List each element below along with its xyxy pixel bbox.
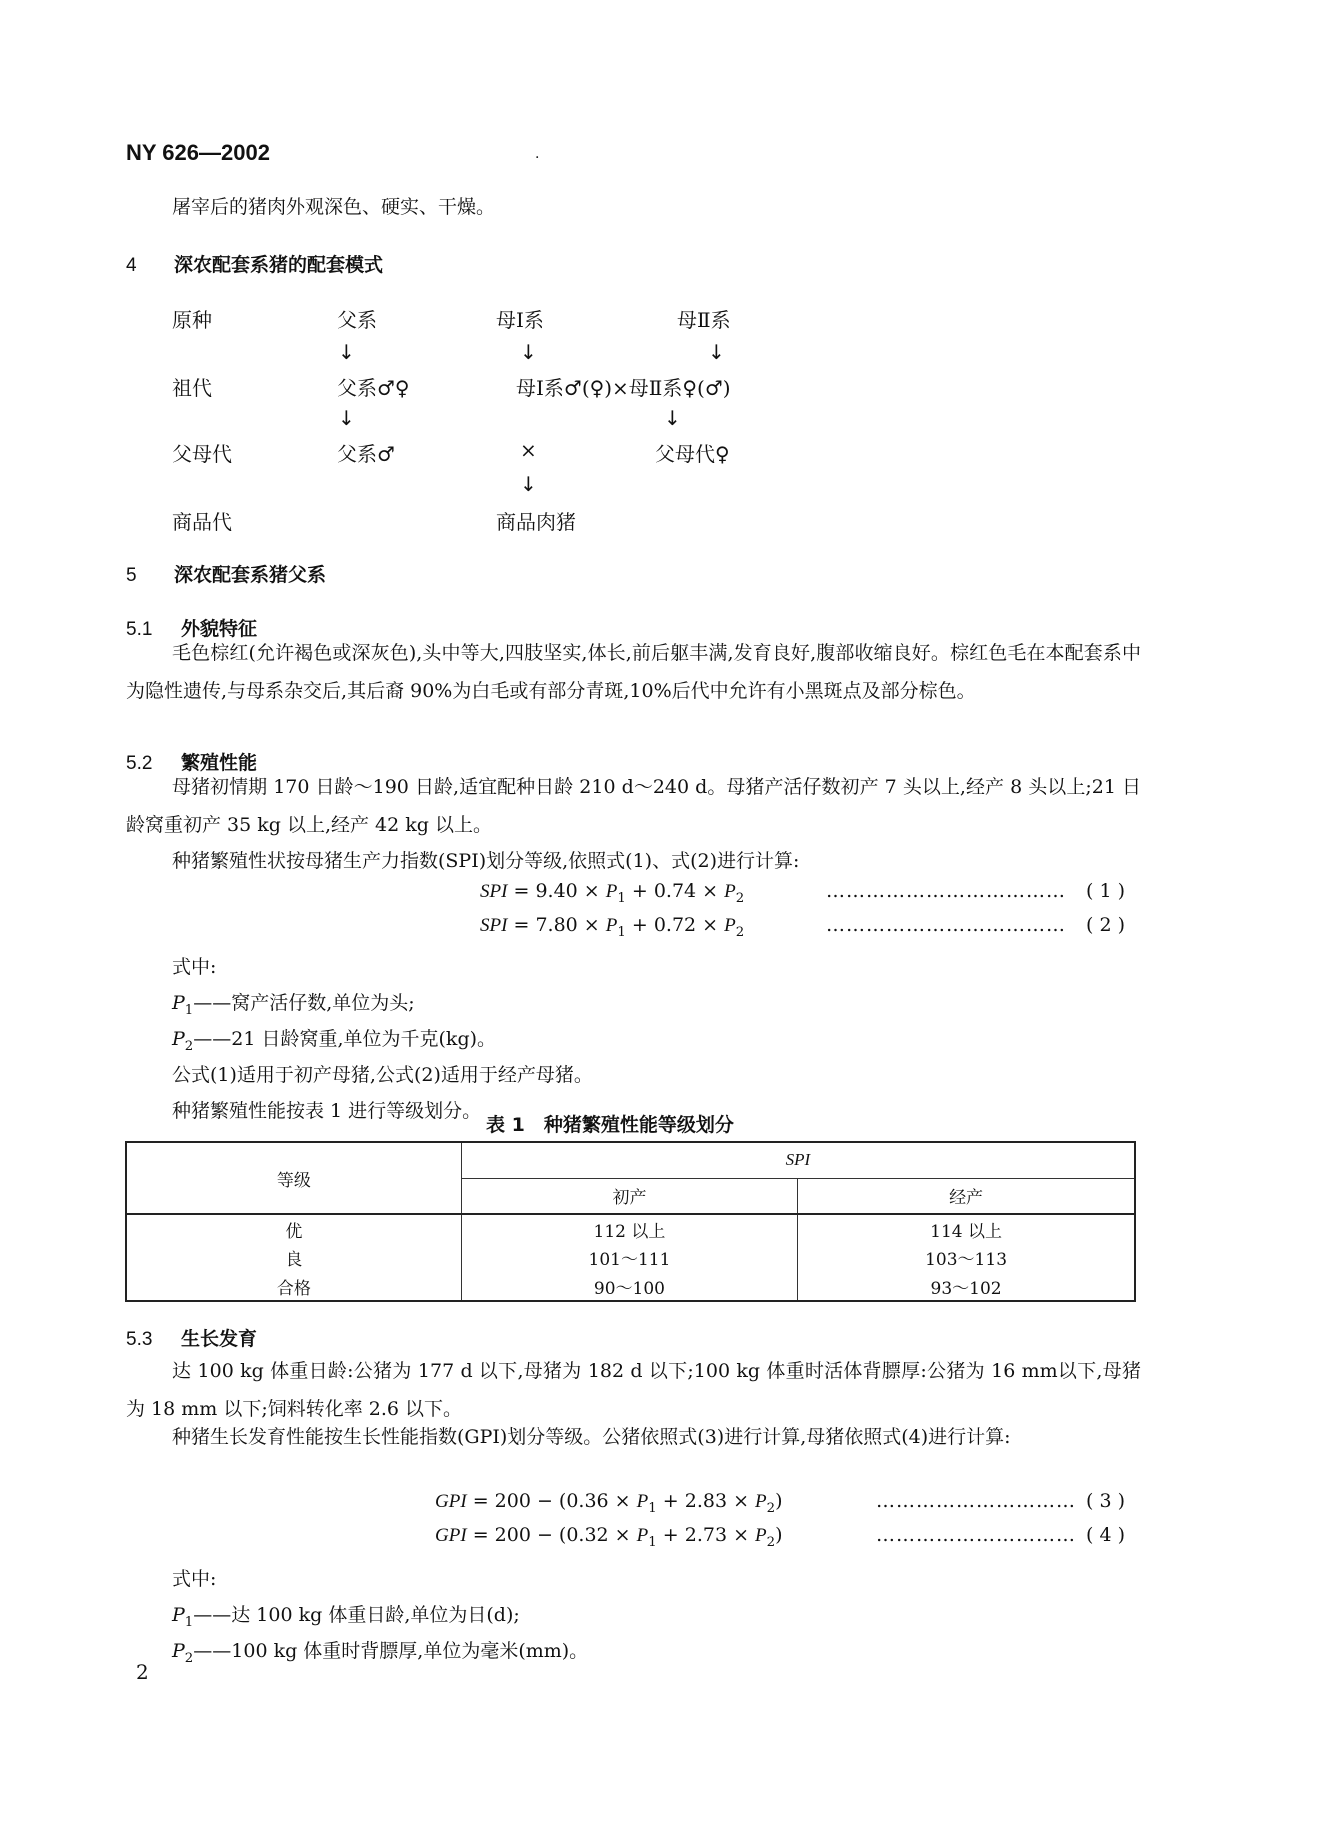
section-title: 生长发育 [181,1328,258,1350]
table-row [126,1214,1135,1243]
section-number: 4 [126,255,137,276]
formula-lhs: GPI [435,1525,467,1546]
formula-expr: = 9.40 × [513,880,606,902]
table-cell-multi: 103～113 [925,1250,1008,1270]
definition-text: ——达 100 kg 体重日龄,单位为日(d); [193,1604,520,1626]
table-header-grade: 等级 [126,1142,461,1214]
formula-sub: 1 [648,1534,657,1550]
formula-sub: 1 [617,890,626,906]
formula-var: P [636,1491,649,1512]
where-label: 式中: [172,956,217,978]
scheme-label-row2: 祖代 [172,376,212,400]
table-cell-first: 90～100 [461,1272,797,1301]
formula-2 [480,914,744,940]
table-cell-multi: 93～102 [930,1278,1002,1299]
table-cell-grade: 优 [126,1214,461,1243]
formula-var: P [172,992,185,1014]
formula-4 [435,1524,783,1550]
section-number: 5 [126,565,137,586]
scan-dot: · [535,150,540,166]
section-5-3-heading [126,1324,257,1351]
formula-var: P [172,1640,185,1662]
formula-sub: 1 [184,1614,194,1630]
scheme-row1-col-c: 母Ⅱ系 [677,308,731,332]
equation-number: ( 2 ) [1086,914,1125,936]
formula-1 [480,880,744,906]
section-title: 繁殖性能 [181,752,258,774]
formula-expr: = 200 − (0.36 × [472,1490,637,1512]
section-title: 深农配套系猪父系 [174,564,327,586]
formula-sub: 2 [766,1500,776,1516]
formula-expr: ) [775,1490,783,1512]
section-number: 5.1 [126,619,153,640]
arrow-down-icon: ↓ [664,406,681,430]
section-5-2-text3: 公式(1)适用于初产母猪,公式(2)适用于经产母猪。 [172,1064,593,1086]
scheme-row4-col-b: 商品肉猪 [496,510,576,534]
section-title: 深农配套系猪的配套模式 [174,254,384,276]
formula-sub: 2 [766,1534,776,1550]
formula-leader: ……………………………… [826,880,1066,902]
section-5-3-text1: 达 100 kg 体重日龄:公猪为 177 d 以下,母猪为 182 d 以下;100 kg 体重时活体背膘厚:公猪为 16 mm以下,母猪为 18 mm 以下;饲料转化率 2.6 以下。 [126,1360,1141,1420]
formula-expr: + 2.83 × [656,1490,756,1512]
page-number: 2 [136,1660,149,1684]
formula-sub: 1 [617,924,626,940]
table-row [126,1243,1135,1272]
scheme-row2-col-bc: 母Ⅰ系♂(♀)×母Ⅱ系♀(♂) [516,376,731,400]
formula-lhs: GPI [435,1491,467,1512]
scheme-row3-col-b: × [520,438,537,462]
table-cell-multi: 114 以上 [930,1221,1002,1242]
table-cell-first: 101～111 [461,1243,797,1272]
section-number: 5.2 [126,753,153,774]
formula-lhs: SPI [480,881,508,902]
intro-text: 屠宰后的猪肉外观深色、硬实、干燥。 [172,196,496,218]
arrow-down-icon: ↓ [520,340,537,364]
scheme-row1-col-b: 母Ⅰ系 [496,308,544,332]
formula-lhs: SPI [480,915,508,936]
equation-number: ( 1 ) [1086,880,1125,902]
formula-leader: ………………………… [876,1490,1076,1512]
grade-table [125,1141,1136,1302]
table-1-title: 表 1 种猪繁殖性能等级划分 [486,1114,734,1136]
scheme-label-row3: 父母代 [172,442,232,466]
formula-var: P [755,1491,767,1512]
formula-3 [435,1490,783,1516]
formula-sub: 1 [184,1002,194,1018]
formula-var: P [724,881,736,902]
formula-var: P [636,1525,649,1546]
arrow-down-icon: ↓ [708,340,725,364]
section-5-2-text4: 种猪繁殖性能按表 1 进行等级划分。 [172,1100,482,1122]
formula-leader: ……………………………… [826,914,1066,936]
scheme-row1-col-a: 父系 [337,308,377,332]
standard-code: NY 626—2002 [126,140,270,165]
formula-expr: ) [775,1524,783,1546]
formula-sub: 1 [648,1500,657,1516]
formula-sub: 2 [184,1650,194,1666]
section-4-heading [126,250,383,277]
formula-sub: 2 [735,924,745,940]
definition-text: ——100 kg 体重时背膘厚,单位为毫米(mm)。 [193,1640,589,1662]
table-header-row [126,1142,1135,1178]
table-cell-grade: 良 [126,1243,461,1272]
where-label: 式中: [172,1568,217,1590]
arrow-down-icon: ↓ [338,340,355,364]
scheme-label-row1: 原种 [172,308,212,332]
section-title: 外貌特征 [181,618,258,640]
scheme-label-row4: 商品代 [172,510,232,534]
equation-number: ( 4 ) [1086,1524,1125,1546]
formula-sub: 2 [735,890,745,906]
formula-expr: = 7.80 × [513,914,606,936]
variable-definition-p2 [172,1632,588,1678]
formula-var: P [172,1604,185,1626]
table-header-first: 初产 [461,1178,797,1214]
section-5-3-text2: 种猪生长发育性能按生长性能指数(GPI)划分等级。公猪依照式(3)进行计算,母猪依照式(4)进行计算: [172,1426,1011,1448]
scheme-row3-col-c: 父母代♀ [655,442,730,466]
table-cell-grade: 合格 [126,1272,461,1301]
arrow-down-icon: ↓ [338,406,355,430]
formula-expr: + 0.74 × [625,880,725,902]
formula-leader: ………………………… [876,1524,1076,1546]
definition-text: ——窝产活仔数,单位为头; [193,992,415,1014]
formula-expr: + 2.73 × [656,1524,756,1546]
arrow-down-icon: ↓ [520,472,537,496]
formula-var: P [755,1525,767,1546]
table-header-spi: SPI [461,1142,1135,1178]
scheme-row2-col-a: 父系♂♀ [337,376,410,400]
section-5-1-text: 毛色棕红(允许褐色或深灰色),头中等大,四肢坚实,体长,前后躯丰满,发育良好,腹部收缩良好。棕红色毛在本配套系中为隐性遗传,与母系杂交后,其后裔 90%为白毛或有部分青斑,10%后代中允许有小黑斑点及部分棕色。 [126,642,1141,702]
formula-var: P [172,1028,185,1050]
formula-sub: 2 [184,1038,194,1054]
table-row [126,1272,1135,1301]
definition-text: ——21 日龄窝重,单位为千克(kg)。 [193,1028,497,1050]
section-5-2-text2: 种猪繁殖性状按母猪生产力指数(SPI)划分等级,依照式(1)、式(2)进行计算: [172,850,800,872]
scheme-row3-col-a: 父系♂ [337,442,395,466]
formula-var: P [724,915,736,936]
formula-var: P [605,881,618,902]
formula-expr: + 0.72 × [625,914,725,936]
formula-var: P [605,915,618,936]
table-header-multi: 经产 [798,1178,1135,1214]
section-5-heading [126,560,326,587]
formula-expr: = 200 − (0.32 × [472,1524,637,1546]
section-number: 5.3 [126,1329,153,1350]
table-cell-first: 112 以上 [461,1214,797,1243]
equation-number: ( 3 ) [1086,1490,1125,1512]
section-5-2-text1: 母猪初情期 170 日龄～190 日龄,适宜配种日龄 210 d～240 d。母猪产活仔数初产 7 头以上,经产 8 头以上;21 日龄窝重初产 35 kg 以上,经产 42 kg 以上。 [126,776,1141,836]
